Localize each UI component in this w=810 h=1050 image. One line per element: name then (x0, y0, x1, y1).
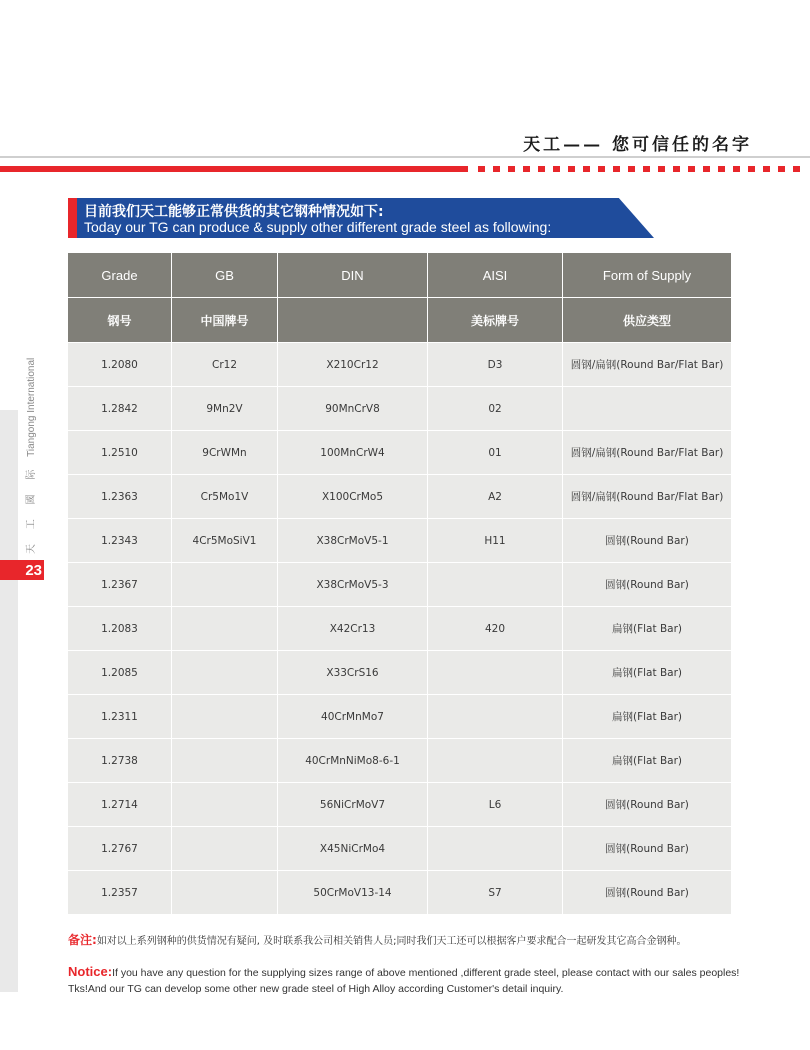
header-dash (748, 166, 755, 172)
cell-form-of-supply: 圆钢(Round Bar) (563, 519, 732, 563)
cell-gb (172, 871, 278, 915)
table-header-row-en (68, 253, 732, 298)
table-row (68, 871, 732, 915)
cell-din: X38CrMoV5-1 (278, 519, 428, 563)
table-row (68, 519, 732, 563)
cell-din: 40CrMnNiMo8-6-1 (278, 739, 428, 783)
cell-form-of-supply: 扁钢(Flat Bar) (563, 739, 732, 783)
cell-aisi (428, 563, 563, 607)
header-dash (568, 166, 575, 172)
cell-form-of-supply: 圆钢/扁钢(Round Bar/Flat Bar) (563, 431, 732, 475)
cell-form-of-supply: 扁钢(Flat Bar) (563, 695, 732, 739)
header-dash (733, 166, 740, 172)
header-dash (598, 166, 605, 172)
cell-form-of-supply: 圆钢(Round Bar) (563, 827, 732, 871)
cell-aisi: L6 (428, 783, 563, 827)
cell-grade: 1.2363 (68, 475, 172, 519)
cell-gb (172, 695, 278, 739)
note-en-label: Notice: (68, 964, 113, 979)
header-dash (658, 166, 665, 172)
cell-din: 90MnCrV8 (278, 387, 428, 431)
table-row (68, 783, 732, 827)
cell-gb (172, 651, 278, 695)
cell-aisi: 01 (428, 431, 563, 475)
cell-gb (172, 739, 278, 783)
cell-form-of-supply: 圆钢/扁钢(Round Bar/Flat Bar) (563, 475, 732, 519)
header-grade-cn: 钢号 (68, 298, 172, 343)
table-row (68, 343, 732, 387)
cell-din: X33CrS16 (278, 651, 428, 695)
header-dash (493, 166, 500, 172)
cell-din: 50CrMoV13-14 (278, 871, 428, 915)
grade-table (67, 252, 732, 915)
cell-grade: 1.2842 (68, 387, 172, 431)
cell-grade: 1.2080 (68, 343, 172, 387)
table-row (68, 475, 732, 519)
table-row (68, 607, 732, 651)
note-en-text: If you have any question for the supplying sizes range of above mentioned ,different grade steel, please contact with our sales peoples! Tks!And our TG can develop some other new grade steel of High Alloy according Customer's detail inquiry. (68, 967, 740, 995)
cell-aisi (428, 651, 563, 695)
cell-aisi: H11 (428, 519, 563, 563)
header-dash (718, 166, 725, 172)
cell-grade: 1.2367 (68, 563, 172, 607)
table-row (68, 431, 732, 475)
table-row (68, 827, 732, 871)
header-dash (538, 166, 545, 172)
cell-form-of-supply: 扁钢(Flat Bar) (563, 607, 732, 651)
cell-form-of-supply: 扁钢(Flat Bar) (563, 651, 732, 695)
header-dash (688, 166, 695, 172)
table-row (68, 387, 732, 431)
cell-din: 100MnCrW4 (278, 431, 428, 475)
cell-grade: 1.2714 (68, 783, 172, 827)
table-row (68, 739, 732, 783)
header-dash (778, 166, 785, 172)
cell-aisi: A2 (428, 475, 563, 519)
header-dash (583, 166, 590, 172)
table-row (68, 651, 732, 695)
cell-aisi (428, 739, 563, 783)
cell-form-of-supply: 圆钢(Round Bar) (563, 871, 732, 915)
header-dash (643, 166, 650, 172)
cell-gb: Cr12 (172, 343, 278, 387)
banner-accent-bar (68, 198, 77, 238)
header-grade: Grade (68, 253, 172, 298)
side-brand (22, 358, 37, 554)
cell-form-of-supply: 圆钢(Round Bar) (563, 563, 732, 607)
header-aisi: AISI (428, 253, 563, 298)
header-dash (553, 166, 560, 172)
header-gb: GB (172, 253, 278, 298)
cell-din: X45NiCrMo4 (278, 827, 428, 871)
header-form-of-supply: Form of Supply (563, 253, 732, 298)
header-din-cn (278, 298, 428, 343)
header-aisi-cn: 美标牌号 (428, 298, 563, 343)
cell-grade: 1.2738 (68, 739, 172, 783)
cell-grade: 1.2343 (68, 519, 172, 563)
cell-din: X42Cr13 (278, 607, 428, 651)
cell-din: 40CrMnMo7 (278, 695, 428, 739)
header-gb-cn: 中国牌号 (172, 298, 278, 343)
cell-aisi (428, 827, 563, 871)
header-dash (523, 166, 530, 172)
note-cn-text: 如对以上系列钢种的供货情况有疑问, 及时联系我公司相关销售人员;同时我们天工还可以根据客户要求配合一起研发其它高合金钢种。 (96, 936, 687, 947)
cell-grade: 1.2357 (68, 871, 172, 915)
cell-aisi: 420 (428, 607, 563, 651)
cell-grade: 1.2083 (68, 607, 172, 651)
header-red-band (0, 166, 468, 172)
cell-gb: 4Cr5MoSiV1 (172, 519, 278, 563)
cell-aisi: 02 (428, 387, 563, 431)
banner-title-cn: 目前我们天工能够正常供货的其它钢种情况如下: (84, 204, 384, 220)
header-dash (628, 166, 635, 172)
cell-grade: 1.2510 (68, 431, 172, 475)
note-cn-label: 备注: (68, 933, 97, 947)
cell-gb: 9Mn2V (172, 387, 278, 431)
cell-din: X38CrMoV5-3 (278, 563, 428, 607)
header-divider (0, 156, 810, 158)
side-brand-cn: 天 工 國 际 (26, 463, 37, 554)
cell-gb (172, 563, 278, 607)
note-en (68, 964, 748, 997)
table-row (68, 695, 732, 739)
header-din: DIN (278, 253, 428, 298)
header-dash (793, 166, 800, 172)
header-form-cn: 供应类型 (563, 298, 732, 343)
header-dash (478, 166, 485, 172)
cell-aisi: D3 (428, 343, 563, 387)
cell-gb: 9CrWMn (172, 431, 278, 475)
cell-aisi (428, 695, 563, 739)
table-row (68, 563, 732, 607)
cell-aisi: S7 (428, 871, 563, 915)
banner-title-en: Today our TG can produce & supply other different grade steel as following: (84, 219, 552, 235)
table-body (68, 343, 732, 915)
cell-din: X100CrMo5 (278, 475, 428, 519)
page-number: 23 (0, 560, 44, 580)
side-brand-en: Tiangong International (26, 357, 37, 457)
header-dash (673, 166, 680, 172)
cell-gb (172, 827, 278, 871)
side-strip (0, 410, 18, 992)
table-header-row-cn (68, 298, 732, 343)
cell-gb: Cr5Mo1V (172, 475, 278, 519)
cell-grade: 1.2767 (68, 827, 172, 871)
header-dash (763, 166, 770, 172)
cell-form-of-supply: 圆钢(Round Bar) (563, 783, 732, 827)
cell-din: 56NiCrMoV7 (278, 783, 428, 827)
header-dash (703, 166, 710, 172)
cell-grade: 1.2085 (68, 651, 172, 695)
note-cn (68, 933, 748, 949)
cell-form-of-supply (563, 387, 732, 431)
header-slogan: 天工—— 您可信任的名字 (523, 135, 752, 155)
cell-gb (172, 607, 278, 651)
cell-form-of-supply: 圆钢/扁钢(Round Bar/Flat Bar) (563, 343, 732, 387)
header-dash (613, 166, 620, 172)
cell-din: X210Cr12 (278, 343, 428, 387)
header-dash (508, 166, 515, 172)
cell-grade: 1.2311 (68, 695, 172, 739)
cell-gb (172, 783, 278, 827)
